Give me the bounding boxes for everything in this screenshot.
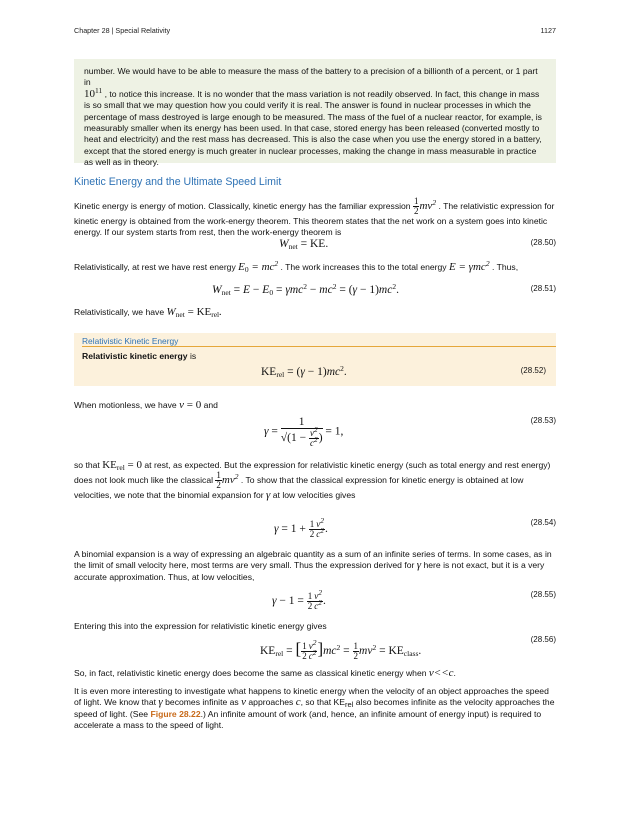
callout-relativistic-kinetic-energy: Relativistic Kinetic Energy Relativistic kinetic energy is KErel = $(\gamma - 1)mc^2$. (28.52) bbox=[74, 333, 556, 386]
equation-28-56: KErel = [ $\frac{1}{2}$ $\frac{v^2}{c^2}$ ]$mc^2$ = $\frac{1}{2}$ $mv^2$ = KEclass. (28.56) bbox=[260, 635, 556, 661]
paragraph-6: A binomial expansion is a way of expressing an algebraic quantity as a sum of an infinite series of terms. In some cases, as in the limit of small velocity here, most terms are very small. Thus the expression derived for γ here is not exact, but it is a very accurate approximation. Thus, at low velocities, bbox=[74, 549, 552, 582]
callout-divider bbox=[82, 346, 556, 347]
paragraph-7: Entering this into the expression for relativistic kinetic energy gives bbox=[74, 621, 327, 631]
chapter-header: Chapter 28 | Special Relativity bbox=[74, 26, 171, 35]
section-title: Kinetic Energy and the Ultimate Speed Limit bbox=[74, 176, 282, 188]
math-ten-power: $10^{11}$ bbox=[84, 85, 103, 100]
note-text: number. We would have to be able to measure the mass of the battery to a precision of a billionth of a percent, or 1 part in $10^{11}$ , to notice this increase. It is no wonder that the mass variation is not readily observed. In fact, this change in mass is so small that we may question how you could verify it is real. The answer is found in nuclear processes in which the percentage of mass destroyed is large enough to be measured. The mass of the fuel of a nuclear reactor, for example, is measurably smaller when its energy has been used. In that case, stored energy has been released (converted mostly to heat and electricity) and the rest mass has decreased. This is also the case when you use the energy stored in a battery, except that the stored energy is much greater in nuclear processes, making the change in mass measurable in practice as well as in theory. bbox=[84, 66, 542, 168]
page-number: 1127 bbox=[540, 26, 556, 35]
equation-28-55: γ − 1 = $\frac{1}{2}$ $\frac{v^2}{c^2}$ . (28.55) bbox=[272, 588, 556, 611]
paragraph-2: Relativistically, at rest we have rest energy $E0 = mc^2$ . The work increases this to the total energy E = γmc$^2$ . Thus, bbox=[74, 259, 519, 274]
equation-28-50: Wnet = KE. (28.50) bbox=[279, 238, 556, 251]
paragraph-1: Kinetic energy is energy of motion. Classically, kinetic energy has the familiar expression $\frac{1}{2}$ $mv^2$ . The relativistic expression for kinetic energy is obtained from the work-energy theorem. This theorem states that the net work on a system goes into kinetic energy. If our system starts from rest, then the work-energy theorem is bbox=[74, 196, 555, 238]
paragraph-3: Relativistically, we have Wnet = KErel. bbox=[74, 306, 222, 319]
fraction-one-half: $\frac{1}{2}$ bbox=[413, 196, 419, 216]
paragraph-8: So, in fact, relativistic kinetic energy does become the same as classical kinetic energy when v<<c. bbox=[74, 667, 456, 679]
equation-28-53: γ = 1 √(1 − $\frac{v^2}{c^2}$ ) = 1, (28.53) bbox=[264, 416, 556, 448]
paragraph-5: so that KErel = 0 at rest, as expected. But the expression for relativistic kinetic energy (such as total energy and rest energy) does not look much like the classical $\frac{1}{2}$ $mv^2$ . To show that the classical expression for kinetic energy is obtained at low velocities, we note that the binomial expansion for γ at low velocities gives bbox=[74, 459, 551, 502]
callout-text: Relativistic kinetic energy is bbox=[82, 351, 197, 361]
equation-28-51: Wnet = $E - E0 = \gamma mc^2 - mc^2 = (\gamma - 1)mc^2$. (28.51) bbox=[212, 282, 556, 297]
note-box bbox=[74, 59, 556, 168]
equation-28-54: γ = 1 + $\frac{1}{2}$ $\frac{v^2}{c^2}$ . (28.54) bbox=[274, 516, 556, 539]
paragraph-4: When motionless, we have v = 0 and bbox=[74, 399, 218, 411]
figure-28-22-link[interactable]: Figure 28.22 bbox=[150, 708, 201, 719]
callout-title: Relativistic Kinetic Energy bbox=[82, 336, 179, 346]
paragraph-9: It is even more interesting to investigate what happens to kinetic energy when the velocity of an object approaches the speed of light. We know that γ becomes infinite as v approaches c, so that KErel also becomes infinite as the velocity approaches the speed of light. (See Figure 28.22.) An infinite amount of work (and, hence, an infinite amount of energy input) is required to accelerate a mass to the speed of light. bbox=[74, 686, 555, 731]
